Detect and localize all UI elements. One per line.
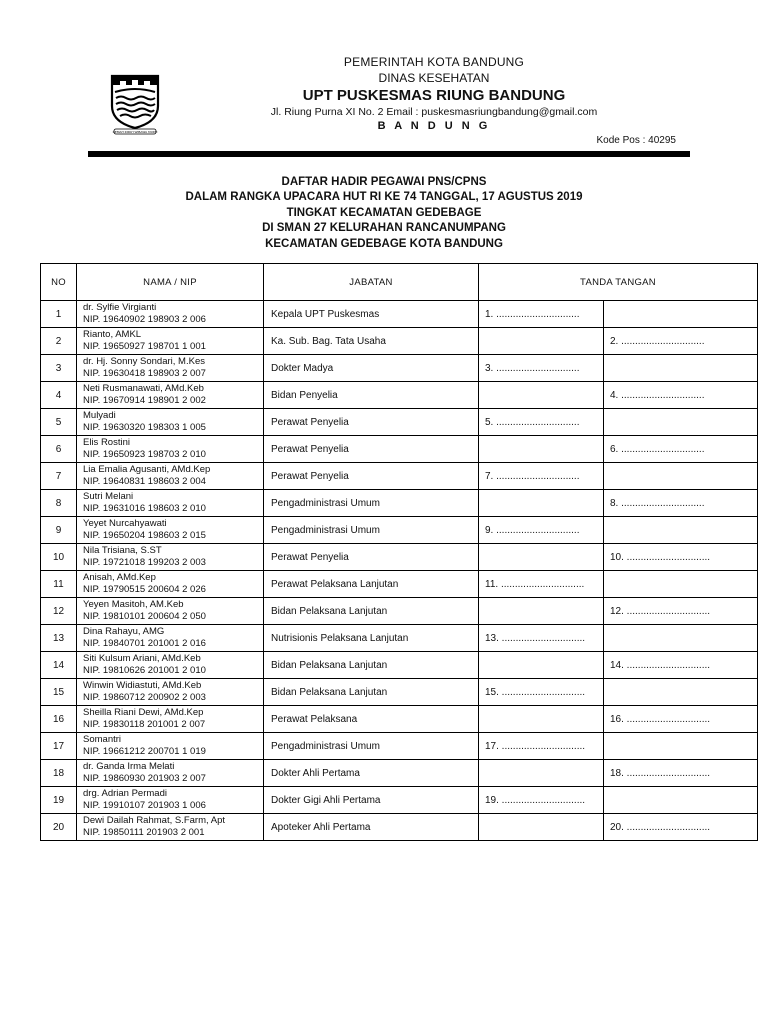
employee-name: Nila Trisiana, S.ST <box>83 544 162 556</box>
employee-name: Somantri <box>83 733 122 745</box>
postal-code: Kode Pos : 40295 <box>596 135 676 146</box>
address-line: Jl. Riung Purna XI No. 2 Email : puskesmasriungbandung@gmail.com <box>270 106 598 118</box>
title-line-2: DALAM RANGKA UPACARA HUT RI KE 74 TANGGAL, 17 AGUSTUS 2019 <box>185 191 583 204</box>
employee-name: Mulyadi <box>83 409 116 421</box>
table-body <box>41 301 758 841</box>
signature-empty <box>479 706 604 733</box>
row-number: 13 <box>41 625 77 652</box>
row-number: 8 <box>41 490 77 517</box>
employee-nip: NIP. 19650204 198603 2 015 <box>83 530 206 541</box>
employee-nip: NIP. 19650923 198703 2 010 <box>83 449 206 460</box>
title-line-1: DAFTAR HADIR PEGAWAI PNS/CPNS <box>281 176 487 188</box>
signature-empty <box>604 625 758 652</box>
employee-nip: NIP. 19860930 201903 2 007 <box>83 773 206 784</box>
employee-name: dr. Sylfie Virgianti <box>83 301 157 313</box>
employee-name: dr. Ganda Irma Melati <box>83 760 175 772</box>
employee-cell <box>77 652 264 679</box>
employee-position: Perawat Pelaksana <box>264 706 479 733</box>
row-number: 15 <box>41 679 77 706</box>
table-row <box>41 679 758 706</box>
row-number: 6 <box>41 436 77 463</box>
employee-nip: NIP. 19790515 200604 2 026 <box>83 584 206 595</box>
table-row <box>41 571 758 598</box>
signature-empty <box>479 490 604 517</box>
signature-line[interactable]: 10. .............................. <box>604 544 758 571</box>
signature-line[interactable]: 18. .............................. <box>604 760 758 787</box>
signature-empty <box>479 598 604 625</box>
signature-line[interactable]: 17. .............................. <box>479 733 604 760</box>
employee-nip: NIP. 19661212 200701 1 019 <box>83 746 206 757</box>
title-line-5: KECAMATAN GEDEBAGE KOTA BANDUNG <box>265 237 503 250</box>
signature-empty <box>604 517 758 544</box>
employee-cell <box>77 706 264 733</box>
table-row <box>41 733 758 760</box>
signature-empty <box>604 355 758 382</box>
employee-position: Pengadministrasi Umum <box>264 517 479 544</box>
header-divider <box>88 151 690 157</box>
signature-line[interactable]: 14. .............................. <box>604 652 758 679</box>
table-row <box>41 652 758 679</box>
table-header-row <box>41 264 758 301</box>
employee-cell <box>77 463 264 490</box>
row-number: 5 <box>41 409 77 436</box>
employee-name: Lia Emalia Agusanti, AMd.Kep <box>83 463 211 475</box>
row-number: 10 <box>41 544 77 571</box>
employee-name: Yeyen Masitoh, AM.Keb <box>83 598 184 610</box>
employee-nip: NIP. 19670914 198901 2 002 <box>83 395 206 406</box>
signature-line[interactable]: 6. .............................. <box>604 436 758 463</box>
employee-name: Siti Kulsum Ariani, AMd.Keb <box>83 652 201 664</box>
signature-line[interactable]: 20. .............................. <box>604 814 758 841</box>
employee-name: Neti Rusmanawati, AMd.Keb <box>83 382 204 394</box>
signature-line[interactable]: 15. .............................. <box>479 679 604 706</box>
employee-name: Yeyet Nurcahyawati <box>83 517 167 529</box>
title-line-4: DI SMAN 27 KELURAHAN RANCANUMPANG <box>262 222 506 235</box>
row-number: 9 <box>41 517 77 544</box>
header-position: JABATAN <box>264 264 479 301</box>
employee-cell <box>77 355 264 382</box>
employee-cell <box>77 814 264 841</box>
table-row <box>41 490 758 517</box>
table-row <box>41 787 758 814</box>
signature-empty <box>604 787 758 814</box>
signature-line[interactable]: 2. .............................. <box>604 328 758 355</box>
signature-empty <box>604 463 758 490</box>
signature-empty <box>604 571 758 598</box>
employee-name: Anisah, AMd.Kep <box>83 571 156 583</box>
signature-line[interactable]: 4. .............................. <box>604 382 758 409</box>
table-row <box>41 760 758 787</box>
row-number: 3 <box>41 355 77 382</box>
employee-nip: NIP. 19650927 198701 1 001 <box>83 341 206 352</box>
employee-position: Dokter Gigi Ahli Pertama <box>264 787 479 814</box>
employee-cell <box>77 787 264 814</box>
employee-nip: NIP. 19850111 201903 2 001 <box>83 827 205 838</box>
employee-nip: NIP. 19630320 198303 1 005 <box>83 422 206 433</box>
row-number: 18 <box>41 760 77 787</box>
employee-name: drg. Adrian Permadi <box>83 787 167 799</box>
employee-position: Nutrisionis Pelaksana Lanjutan <box>264 625 479 652</box>
employee-position: Pengadministrasi Umum <box>264 490 479 517</box>
row-number: 16 <box>41 706 77 733</box>
signature-empty <box>479 760 604 787</box>
header-no: NO <box>41 264 77 301</box>
table-row <box>41 382 758 409</box>
signature-line[interactable]: 1. .............................. <box>479 301 604 328</box>
signature-empty <box>604 679 758 706</box>
employee-position: Bidan Pelaksana Lanjutan <box>264 598 479 625</box>
employee-cell <box>77 517 264 544</box>
row-number: 20 <box>41 814 77 841</box>
signature-line[interactable]: 11. .............................. <box>479 571 604 598</box>
signature-line[interactable]: 5. .............................. <box>479 409 604 436</box>
row-number: 4 <box>41 382 77 409</box>
table-row <box>41 355 758 382</box>
signature-line[interactable]: 8. .............................. <box>604 490 758 517</box>
employee-cell <box>77 598 264 625</box>
employee-name: Sheilla Riani Dewi, AMd.Kep <box>83 706 204 718</box>
signature-empty <box>479 652 604 679</box>
employee-nip: NIP. 19830118 201001 2 007 <box>83 719 206 730</box>
row-number: 17 <box>41 733 77 760</box>
employee-position: Bidan Pelaksana Lanjutan <box>264 652 479 679</box>
department-name: DINAS KESEHATAN <box>378 71 490 85</box>
employee-cell <box>77 625 264 652</box>
employee-position: Perawat Pelaksana Lanjutan <box>264 571 479 598</box>
employee-position: Bidan Penyelia <box>264 382 479 409</box>
employee-name: Rianto, AMKL <box>83 328 142 340</box>
signature-line[interactable]: 16. .............................. <box>604 706 758 733</box>
signature-line[interactable]: 7. .............................. <box>479 463 604 490</box>
row-number: 1 <box>41 301 77 328</box>
employee-position: Dokter Ahli Pertama <box>264 760 479 787</box>
signature-empty <box>604 733 758 760</box>
employee-cell <box>77 382 264 409</box>
signature-empty <box>604 409 758 436</box>
employee-name: Sutri Melani <box>83 490 134 502</box>
employee-position: Ka. Sub. Bag. Tata Usaha <box>264 328 479 355</box>
employee-cell <box>77 301 264 328</box>
row-number: 11 <box>41 571 77 598</box>
employee-position: Perawat Penyelia <box>264 544 479 571</box>
signature-line[interactable]: 13. .............................. <box>479 625 604 652</box>
employee-position: Perawat Penyelia <box>264 436 479 463</box>
signature-empty <box>479 436 604 463</box>
employee-nip: NIP. 19640902 198903 2 006 <box>83 314 206 325</box>
header-name-nip: NAMA / NIP <box>77 264 264 301</box>
employee-cell <box>77 328 264 355</box>
table-row <box>41 598 758 625</box>
header-signature: TANDA TANGAN <box>479 264 758 301</box>
table-row <box>41 301 758 328</box>
row-number: 19 <box>41 787 77 814</box>
signature-line[interactable]: 3. .............................. <box>479 355 604 382</box>
employee-cell <box>77 436 264 463</box>
employee-cell <box>77 733 264 760</box>
table-row <box>41 436 758 463</box>
table-row <box>41 463 758 490</box>
employee-position: Perawat Penyelia <box>264 463 479 490</box>
signature-empty <box>479 544 604 571</box>
employee-position: Perawat Penyelia <box>264 409 479 436</box>
employee-position: Dokter Madya <box>264 355 479 382</box>
signature-empty <box>479 814 604 841</box>
signature-empty <box>479 382 604 409</box>
employee-cell <box>77 679 264 706</box>
employee-name: Dewi Dailah Rahmat, S.Farm, Apt <box>83 814 226 826</box>
employee-nip: NIP. 19840701 201001 2 016 <box>83 638 206 649</box>
employee-name: Dina Rahayu, AMG <box>83 625 165 637</box>
attendance-table <box>40 263 758 841</box>
employee-nip: NIP. 19630418 198903 2 007 <box>83 368 206 379</box>
signature-line[interactable]: 12. .............................. <box>604 598 758 625</box>
table-row <box>41 328 758 355</box>
table-row <box>41 625 758 652</box>
document-title <box>100 175 668 252</box>
bandung-city-seal-icon <box>106 66 164 136</box>
employee-name: Winwin Widiastuti, AMd.Keb <box>83 679 202 691</box>
employee-position: Bidan Pelaksana Lanjutan <box>264 679 479 706</box>
government-name: PEMERINTAH KOTA BANDUNG <box>343 55 525 69</box>
employee-position: Apoteker Ahli Pertama <box>264 814 479 841</box>
table-row <box>41 517 758 544</box>
row-number: 12 <box>41 598 77 625</box>
employee-name: Elis Rostini <box>83 436 130 448</box>
employee-nip: NIP. 19721018 199203 2 003 <box>83 557 206 568</box>
table-row <box>41 706 758 733</box>
city-name: B A N D U N G <box>377 120 491 132</box>
employee-nip: NIP. 19910107 201903 1 006 <box>83 800 206 811</box>
organization-name: UPT PUSKESMAS RIUNG BANDUNG <box>302 87 566 104</box>
table-row <box>41 544 758 571</box>
row-number: 14 <box>41 652 77 679</box>
employee-name: dr. Hj. Sonny Sondari, M.Kes <box>83 355 205 367</box>
signature-empty <box>479 328 604 355</box>
employee-cell <box>77 544 264 571</box>
employee-nip: NIP. 19810626 201001 2 010 <box>83 665 206 676</box>
employee-nip: NIP. 19640831 198603 2 004 <box>83 476 206 487</box>
employee-nip: NIP. 19860712 200902 2 003 <box>83 692 206 703</box>
title-line-3: TINGKAT KECAMATAN GEDEBAGE <box>286 206 482 219</box>
signature-empty <box>604 301 758 328</box>
row-number: 7 <box>41 463 77 490</box>
row-number: 2 <box>41 328 77 355</box>
signature-line[interactable]: 19. .............................. <box>479 787 604 814</box>
employee-position: Kepala UPT Puskesmas <box>264 301 479 328</box>
signature-line[interactable]: 9. .............................. <box>479 517 604 544</box>
employee-cell <box>77 571 264 598</box>
employee-cell <box>77 409 264 436</box>
employee-position: Pengadministrasi Umum <box>264 733 479 760</box>
employee-cell <box>77 490 264 517</box>
employee-cell <box>77 760 264 787</box>
employee-nip: NIP. 19631016 198603 2 010 <box>83 503 206 514</box>
table-row <box>41 409 758 436</box>
table-row <box>41 814 758 841</box>
employee-nip: NIP. 19810101 200604 2 050 <box>83 611 206 622</box>
seal-motto: GEMAH RIPAH WIBAWA MUKTI <box>112 130 158 134</box>
